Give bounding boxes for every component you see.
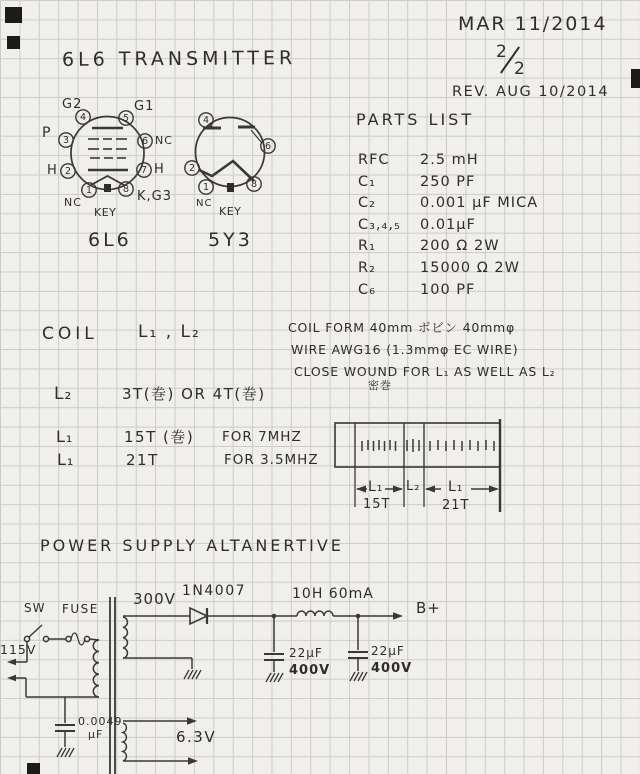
tube-socket-5y3-drawing — [185, 113, 275, 194]
pin-label-nc-bottom: NC — [64, 196, 82, 209]
socket-key-notch — [104, 184, 111, 192]
pin-label-g2: G2 — [62, 97, 83, 112]
part-value: 100 PF — [420, 281, 476, 298]
cap2-value-label: 22µF — [371, 644, 405, 658]
page-number — [492, 42, 536, 82]
parts-list-row — [358, 174, 628, 196]
parts-list-row — [358, 260, 628, 282]
page-number-top: 2 — [496, 42, 507, 62]
cap1-voltage-label: 400V — [289, 663, 331, 678]
ground-icon — [266, 673, 283, 682]
fuse-label: FUSE — [62, 602, 99, 616]
cap1-value-label: 22µF — [289, 646, 323, 660]
diode-label: 1N4007 — [182, 583, 247, 599]
coil-diagram-seg2-label: L₂ — [406, 479, 421, 494]
bplus-arrow-icon — [393, 612, 403, 619]
pin-label-h-right: H — [154, 162, 165, 177]
pin-number: 1 — [202, 182, 210, 193]
page-number-bottom: 2 — [514, 59, 525, 79]
parts-list-row — [358, 282, 628, 304]
input-voltage-label: 115V — [0, 642, 37, 657]
coil-form-note: COIL FORM 40mm ボビン 40mmφ — [288, 320, 516, 335]
pin-number: 1 — [85, 185, 93, 196]
transformer-heater-coil — [123, 723, 126, 761]
part-value: 15000 Ω 2W — [420, 259, 520, 276]
key-label: KEY — [219, 205, 242, 218]
coil-wound-note: CLOSE WOUND FOR L₁ AS WELL AS L₂ — [294, 364, 556, 379]
part-ref: C₆ — [358, 281, 376, 298]
pin-number: 2 — [64, 166, 72, 177]
coil-row-ref: L₂ — [54, 384, 73, 404]
pin-label-nc-right: NC — [155, 134, 173, 147]
pin-number: 4 — [79, 112, 87, 123]
coil-turn-ticks — [362, 439, 494, 452]
heater-arrow-icon — [187, 717, 197, 724]
line-cap-unit: µF — [88, 728, 104, 741]
part-value: 2.5 mH — [420, 152, 479, 168]
part-ref: R₁ — [358, 238, 376, 255]
pin-number: 8 — [250, 179, 258, 190]
pin-number: 8 — [122, 184, 130, 195]
heater-arrow-icon — [188, 757, 198, 764]
coil-row-freq: FOR 3.5MHZ — [224, 452, 319, 468]
coil-winding-diagram — [335, 419, 500, 512]
coil-heading: COIL — [42, 324, 98, 344]
part-value: 250 PF — [420, 173, 476, 190]
transformer-hv-coil — [123, 617, 127, 658]
socket-key-notch — [227, 183, 234, 192]
page-date: MAR 11/2014 — [458, 13, 608, 35]
cap2-voltage-label: 400V — [371, 661, 413, 676]
parts-list-title: PARTS LIST — [356, 110, 475, 129]
coil-row-turns: 15T (巻) — [124, 428, 195, 446]
tube-name-6l6: 6L6 — [88, 229, 132, 251]
key-label: KEY — [94, 206, 117, 219]
part-ref: C₁ — [358, 173, 376, 190]
ground-icon — [184, 670, 201, 679]
pin-label-nc: NC — [196, 198, 213, 209]
coil-wound-kanji: 密巻 — [368, 379, 392, 392]
coil-diagram-seg3-turns: 21T — [442, 498, 470, 513]
switch-label: SW — [24, 601, 46, 615]
parts-list-row — [358, 195, 628, 217]
coil-diagram-seg1-label: L₁ — [368, 479, 384, 495]
part-value: 0.001 µF MICA — [420, 195, 539, 212]
coil-wire-note: WIRE AWG16 (1.3mmφ EC WIRE) — [291, 342, 519, 357]
filter-capacitor2-symbol — [348, 616, 368, 671]
pin-label-kg3: K,G3 — [137, 189, 173, 204]
switch-symbol — [24, 625, 48, 642]
revision-note: REV. AUG 10/2014 — [452, 84, 610, 100]
psu-title: POWER SUPPLY ALTANERTIVE — [40, 536, 344, 555]
pin-number: 5 — [122, 113, 130, 124]
choke-label: 10H 60mA — [292, 586, 374, 602]
part-ref: C₃,₄,₅ — [358, 216, 401, 233]
diode-symbol — [190, 608, 207, 624]
coil-row-ref: L₁ — [56, 427, 74, 446]
pin-number: 6 — [264, 141, 272, 152]
pin-number: 2 — [188, 163, 196, 174]
filter-capacitor1-symbol — [264, 616, 284, 672]
parts-list-row — [358, 238, 628, 260]
pin-number: 7 — [140, 165, 148, 176]
coil-row-turns: 3T(巻) OR 4T(巻) — [122, 385, 266, 403]
parts-list-row — [358, 152, 628, 174]
part-value: 0.01µF — [420, 216, 476, 233]
ground-icon — [350, 672, 367, 681]
coil-row-turns: 21T — [126, 451, 159, 469]
pin-number: 6 — [141, 136, 149, 147]
transformer-primary-coil — [93, 640, 99, 697]
part-ref: R₂ — [358, 259, 376, 276]
tube-name-5y3: 5Y3 — [208, 229, 253, 251]
part-ref: RFC — [358, 152, 390, 168]
line-filter-capacitor-symbol — [55, 697, 75, 747]
tube-socket-6l6-drawing — [59, 110, 152, 197]
coil-diagram-seg1-turns: 15T — [363, 497, 391, 512]
bplus-label: B+ — [416, 599, 441, 617]
part-value: 200 Ω 2W — [420, 238, 500, 255]
pin-label-h-left: H — [47, 163, 58, 178]
pin-number: 3 — [62, 135, 70, 146]
power-supply-schematic — [7, 597, 403, 774]
coil-row-freq: FOR 7MHZ — [222, 429, 302, 445]
coil-diagram-seg3-label: L₁ — [448, 479, 464, 495]
fuse-symbol — [66, 633, 90, 645]
choke-coil-symbol — [297, 611, 333, 616]
parts-list-row — [358, 217, 628, 239]
pin-label-plate: P — [42, 125, 52, 141]
ground-icon — [57, 748, 74, 757]
heater-voltage-label: 6.3V — [176, 728, 217, 746]
page-title: 6L6 TRANSMITTER — [61, 47, 297, 71]
pin-label-g1: G1 — [134, 99, 155, 114]
parts-list — [358, 152, 628, 303]
pin-number: 4 — [202, 115, 210, 126]
coil-row-ref: L₁ — [57, 450, 75, 469]
coil-heading-refs: L₁ , L₂ — [138, 322, 201, 342]
line-cap-value: 0.0049 — [78, 715, 123, 728]
hv-voltage-label: 300V — [133, 590, 176, 608]
part-ref: C₂ — [358, 195, 376, 212]
